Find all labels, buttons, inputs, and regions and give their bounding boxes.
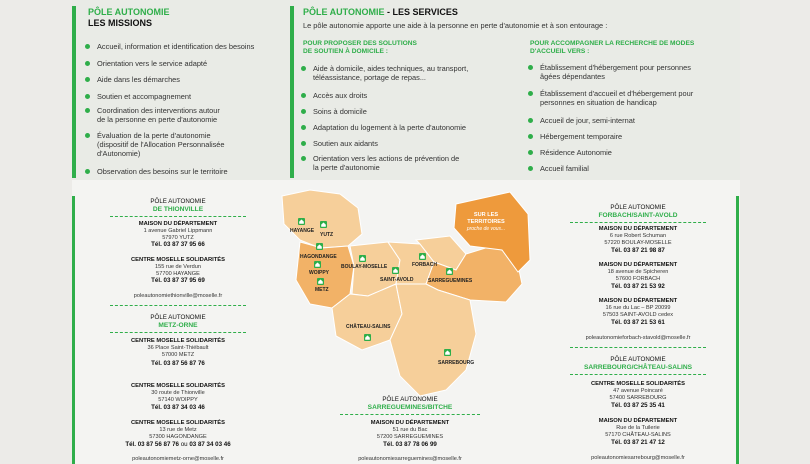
missions-item — [97, 106, 287, 124]
sarrebourg-maison-address: Rue de la Tuilerie 57170 CHÂTEAU-SALINS — [605, 425, 671, 438]
sarrebourg-cms-phone: Tél. 03 87 25 35 41 — [611, 402, 665, 409]
metz-cms1-phone: Tél. 03 87 56 87 76 — [151, 360, 205, 367]
services-col1-item — [313, 154, 523, 172]
forbach-m1-phone: Tél. 03 87 21 98 87 — [611, 247, 665, 254]
services-col1-heading: POUR PROPOSER DES SOLUTIONS DE SOUTIEN À DOMICILE : — [303, 40, 417, 55]
map-label-sarreguemines: SARREGUEMINES — [428, 278, 473, 284]
house-icon — [298, 218, 305, 225]
metz-cms1-address: 36 Place Saint-Thiébault 57000 METZ — [147, 345, 209, 358]
sarrebourg-label: PÔLE AUTONOMIE — [610, 356, 666, 363]
map-callout-subtitle: proche de vous... — [466, 226, 506, 232]
thionville-maison-title: MAISON DU DÉPARTEMENT — [138, 221, 218, 227]
metz-label: PÔLE AUTONOMIE — [150, 314, 206, 321]
forbach-m1-address: 6 rue Robert Schuman 57220 BOULAY-MOSELLE — [604, 233, 672, 246]
house-icon — [444, 349, 451, 356]
metz-cms2-title: CENTRE MOSELLE SOLIDARITÉS — [130, 383, 226, 389]
metz-cms3-address: 13 rue de Metz 57300 HAGONDANGE — [149, 427, 207, 440]
missions-title-green: PÔLE AUTONOMIE — [88, 7, 170, 17]
bullet-icon — [85, 108, 90, 113]
sarrebourg-maison-phone: Tél. 03 87 21 47 12 — [611, 439, 665, 446]
services-col1-item — [313, 107, 523, 116]
bullet-icon — [301, 93, 306, 98]
map-label-hagondange: HAGONDANGE — [300, 254, 337, 260]
services-accent-bar — [290, 6, 294, 178]
services-item-text: Adaptation du logement à la perte d'autonomie — [313, 123, 467, 132]
house-icon — [320, 221, 327, 228]
missions-item — [97, 42, 287, 51]
bullet-icon — [528, 118, 533, 123]
forbach-name: FORBACH/SAINT-AVOLD — [598, 212, 678, 219]
thionville-cms-phone: Tél. 03 87 37 95 69 — [151, 277, 205, 284]
metz-cms1-title: CENTRE MOSELLE SOLIDARITÉS — [130, 338, 226, 344]
map-label-chateau-salins: CHÂTEAU-SALINS — [346, 324, 391, 330]
services-item-text: Établissement d'hébergement pour personnes âgées dépendantes — [540, 63, 691, 81]
metz-email[interactable]: poleautonomiemetz-orne@moselle.fr — [132, 456, 224, 462]
missions-item — [97, 167, 287, 176]
left-margin — [0, 0, 72, 464]
metz-cms3-phone: Tél. 03 87 56 87 76 — [125, 441, 179, 448]
bullet-icon — [301, 66, 306, 71]
sarrebourg-cms-title: CENTRE MOSELLE SOLIDARITÉS — [590, 381, 686, 387]
map-label-hayange: HAYANGE — [290, 228, 315, 234]
metz-cms2-address: 30 route de Thionville 57140 WOIPPY — [151, 390, 205, 403]
metz-cms3-or: ou — [180, 441, 188, 448]
services-item-text: Aide à domicile, aides techniques, au transport, téléassistance, portage de repas... — [313, 64, 469, 82]
map-label-yutz: YUTZ — [320, 232, 334, 238]
missions-title — [88, 7, 170, 29]
map-label-sarrebourg: SARREBOURG — [438, 360, 475, 366]
thionville-label: PÔLE AUTONOMIE — [150, 198, 206, 205]
divider — [570, 222, 706, 223]
services-col2-item — [540, 89, 735, 107]
thionville-maison-phone: Tél. 03 87 37 95 66 — [151, 241, 205, 248]
sarrebourg-email[interactable]: poleautonomiesarrebourg@moselle.fr — [591, 455, 685, 461]
sarreguemines-maison-address: 51 rue du Bac 57200 SARREGUEMINES — [376, 427, 444, 440]
services-title-black: - LES SERVICES — [384, 7, 458, 17]
services-col2-item — [540, 63, 735, 81]
house-icon — [364, 334, 371, 341]
divider — [110, 216, 246, 217]
divider — [340, 414, 480, 415]
house-icon — [446, 268, 453, 275]
sarreguemines-name: SARREGUEMINES/BITCHE — [367, 404, 453, 411]
house-icon — [392, 267, 399, 274]
metz-cms3-title: CENTRE MOSELLE SOLIDARITÉS — [130, 420, 226, 426]
bullet-icon — [85, 133, 90, 138]
divider — [570, 347, 706, 348]
house-icon — [419, 253, 426, 260]
right-margin — [740, 0, 810, 464]
missions-title-black: LES MISSIONS — [88, 18, 153, 28]
missions-accent-bar — [72, 6, 76, 178]
bullet-icon — [85, 94, 90, 99]
forbach-m3-title: MAISON DU DÉPARTEMENT — [598, 298, 678, 304]
bullet-icon — [301, 141, 306, 146]
services-item-text: Soins à domicile — [313, 107, 367, 116]
missions-item-text: Évaluation de la perte d'autonomie (dispositif de l'Allocation Personnalisée d'Autonomie) — [97, 131, 225, 158]
bullet-icon — [85, 61, 90, 66]
services-item-text: Établissement d'accueil et d'hébergement pour personnes en situation de handicap — [540, 89, 694, 107]
map-label-woippy: WOIPPY — [309, 270, 330, 276]
services-item-text: Soutien aux aidants — [313, 139, 378, 148]
missions-item-text: Coordination des interventions autour de la personne en perte d'autonomie — [97, 106, 220, 124]
sarreguemines-maison-phone: Tél. 03 87 78 06 99 — [383, 441, 437, 448]
contacts-left-accent-bar — [72, 196, 75, 464]
thionville-cms-title: CENTRE MOSELLE SOLIDARITÉS — [130, 257, 226, 263]
services-col2-item — [540, 164, 735, 173]
map-region-thionville — [282, 190, 362, 248]
map-label-forbach: FORBACH — [412, 262, 437, 268]
missions-item — [97, 75, 287, 84]
forbach-email[interactable]: poleautonomieforbach-stavold@moselle.fr — [585, 335, 691, 341]
metz-cms2-phone: Tél. 03 87 34 03 46 — [151, 404, 205, 411]
missions-item-text: Aide dans les démarches — [97, 75, 180, 84]
bullet-icon — [301, 109, 306, 114]
sarreguemines-maison-title: MAISON DU DÉPARTEMENT — [370, 420, 450, 426]
missions-item — [97, 59, 287, 68]
metz-name: METZ-ORNE — [158, 322, 198, 329]
map-label-metz: METZ — [315, 287, 329, 293]
bullet-icon — [85, 44, 90, 49]
forbach-m2-title: MAISON DU DÉPARTEMENT — [598, 262, 678, 268]
divider — [110, 305, 246, 306]
services-col2-item — [540, 116, 735, 125]
contacts-right-accent-bar — [736, 196, 739, 464]
metz-cms3-phones — [88, 441, 268, 448]
forbach-m2-phone: Tél. 03 87 21 53 92 — [611, 283, 665, 290]
bullet-icon — [528, 166, 533, 171]
services-item-text: Orientation vers les actions de prévention de la perte d'autonomie — [313, 154, 460, 172]
sarrebourg-maison-title: MAISON DU DÉPARTEMENT — [598, 418, 678, 424]
services-col1-item — [313, 91, 523, 100]
services-item-text: Accès aux droits — [313, 91, 368, 100]
forbach-label: PÔLE AUTONOMIE — [610, 204, 666, 211]
bullet-icon — [301, 125, 306, 130]
map-label-boulay: BOULAY-MOSELLE — [341, 264, 388, 270]
bullet-icon — [85, 77, 90, 82]
services-item-text: Hébergement temporaire — [540, 132, 623, 141]
missions-item-text: Orientation vers le service adapté — [97, 59, 208, 68]
map-region-sarrebourg — [390, 284, 476, 396]
services-col2-item — [540, 148, 735, 157]
services-item-text: Accueil de jour, semi-internat — [540, 116, 635, 125]
missions-item — [97, 92, 287, 101]
services-item-text: Accueil familial — [540, 164, 589, 173]
sarreguemines-label: PÔLE AUTONOMIE — [382, 396, 438, 403]
thionville-cms-address: 155 rue de Verdun 57700 HAYANGE — [154, 264, 202, 277]
missions-item-text: Observation des besoins sur le territoire — [97, 167, 228, 176]
divider — [570, 374, 706, 375]
services-intro: Le pôle autonomie apporte une aide à la personne en perte d'autonomie et à son entourage : — [303, 21, 608, 30]
missions-item — [97, 131, 287, 158]
bullet-icon — [528, 91, 533, 96]
services-title — [303, 7, 458, 18]
house-icon — [317, 278, 324, 285]
services-col2-heading: POUR ACCOMPAGNER LA RECHERCHE DE MODES D'ACCUEIL VERS : — [530, 40, 695, 55]
thionville-email[interactable]: poleautonomiethionville@moselle.fr — [133, 293, 223, 299]
sarreguemines-email[interactable]: poleautonomiesarreguemines@moselle.fr — [358, 456, 462, 462]
forbach-m1-title: MAISON DU DÉPARTEMENT — [598, 226, 678, 232]
services-title-green: PÔLE AUTONOMIE — [303, 7, 385, 17]
forbach-m3-address: 16 rue du Lac – BP 20099 57503 SAINT-AVOLD cedex — [602, 305, 674, 318]
forbach-m2-address: 18 avenue de Spicheren 57600 FORBACH — [607, 269, 669, 282]
map-label-saint-avold: SAINT-AVOLD — [380, 277, 414, 283]
bullet-icon — [528, 65, 533, 70]
metz-cms3-phone2: 03 87 34 03 46 — [189, 441, 231, 448]
forbach-m3-phone: Tél. 03 87 21 53 61 — [611, 319, 665, 326]
thionville-name: DE THIONVILLE — [152, 206, 204, 213]
services-col1-item — [313, 139, 523, 148]
divider — [110, 332, 246, 333]
house-icon — [316, 243, 323, 250]
map-callout-title: SUR LES TERRITOIRES — [467, 212, 505, 225]
missions-item-text: Soutien et accompagnement — [97, 92, 192, 101]
house-icon — [314, 261, 321, 268]
services-col2-item — [540, 132, 735, 141]
services-col1-item — [313, 123, 523, 132]
sarrebourg-name: SARREBOURG/CHÂTEAU-SALINS — [583, 364, 693, 371]
bullet-icon — [528, 134, 533, 139]
bullet-icon — [301, 156, 306, 161]
sarrebourg-cms-address: 47 avenue Poincaré 57400 SARREBOURG — [609, 388, 667, 401]
bullet-icon — [528, 150, 533, 155]
thionville-maison-address: 1 avenue Gabriel Lippmann 57970 YUTZ — [143, 228, 213, 241]
house-icon — [359, 255, 366, 262]
missions-item-text: Accueil, information et identification des besoins — [97, 42, 255, 51]
services-col1-item — [313, 64, 523, 82]
bullet-icon — [85, 169, 90, 174]
services-item-text: Résidence Autonomie — [540, 148, 612, 157]
